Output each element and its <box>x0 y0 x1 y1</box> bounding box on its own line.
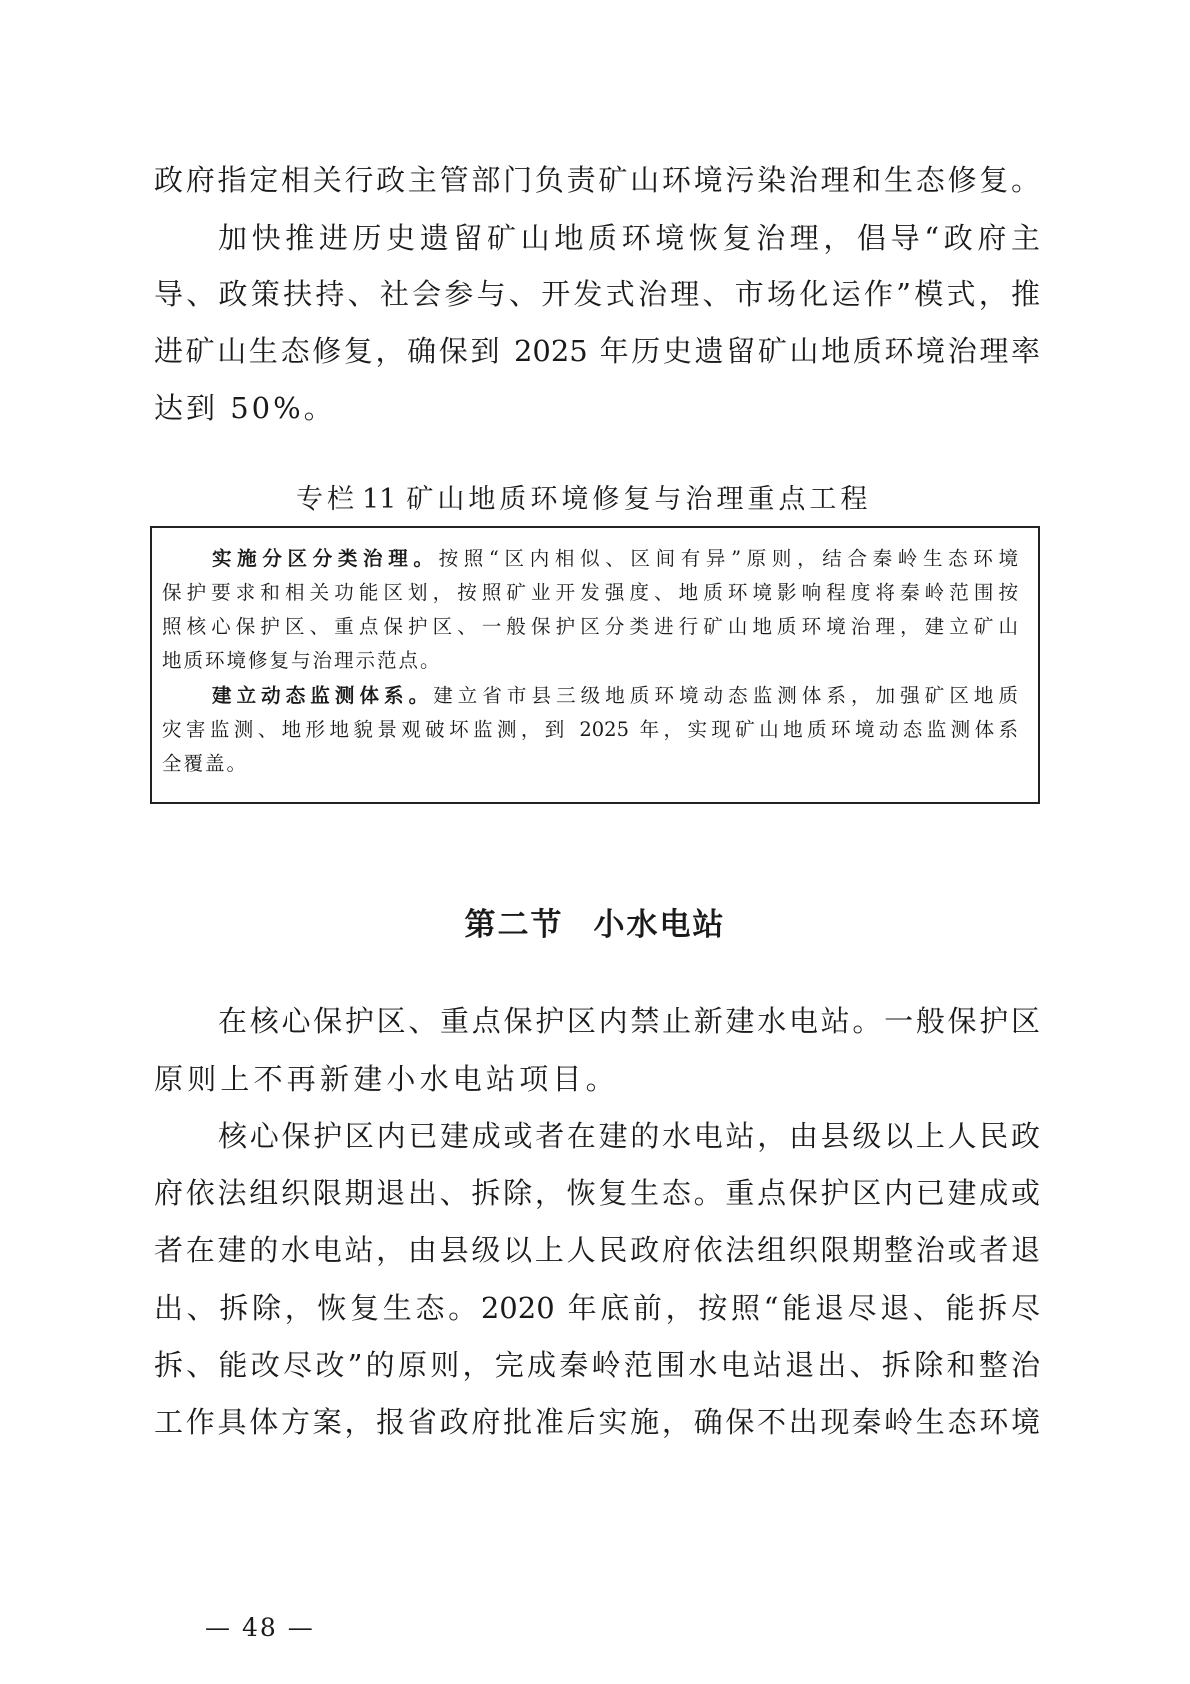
box-item2-text-1: 建立省市县三级地质环境动态监测体系，加强矿区地质 <box>433 684 1018 707</box>
page-number: — 48 — <box>205 1613 315 1642</box>
column-box-title-text: 矿山地质环境修复与治理重点工程 <box>406 484 872 515</box>
box-item2-line-1 <box>212 681 1018 711</box>
exit-para-line-3: 者在建的水电站，由县级以上人民政府依法组织限期整治或者退 <box>154 1233 1040 1267</box>
column-box-title <box>296 482 871 518</box>
box-item1-line-1 <box>212 544 1018 574</box>
exit-para-line-6: 工作具体方案，报省政府批准后实施，确保不出现秦岭生态环境 <box>154 1405 1040 1439</box>
history-para-line-1: 加快推进历史遗留矿山地质环境恢复治理，倡导“政府主 <box>218 221 1040 255</box>
history-para-line-3: 进矿山生态修复，确保到 2025 年历史遗留矿山地质环境治理率 <box>154 334 1040 368</box>
box-item1-heading: 实施分区分类治理。 <box>212 547 439 570</box>
history-para-line-4: 达到 50%。 <box>154 391 336 425</box>
box-item1-line-3: 照核心保护区、重点保护区、一般保护区分类进行矿山地质环境治理，建立矿山 <box>162 615 1018 638</box>
ban-para-line-1: 在核心保护区、重点保护区内禁止新建水电站。一般保护区 <box>218 1004 1040 1038</box>
exit-para-line-1: 核心保护区内已建成或者在建的水电站，由县级以上人民政 <box>218 1119 1040 1153</box>
box-item1-text-1: 按照“区内相似、区间有异”原则，结合秦岭生态环境 <box>438 547 1018 570</box>
exit-para-line-2: 府依法组织限期退出、拆除，恢复生态。重点保护区内已建成或 <box>154 1176 1040 1210</box>
history-para-line-2: 导、政策扶持、社会参与、开发式治理、市场化运作”模式，推 <box>154 277 1040 311</box>
box-item1-line-2: 保护要求和相关功能区划，按照矿业开发强度、地质环境影响程度将秦岭范围按 <box>162 581 1018 604</box>
section-number: 第二节 <box>464 907 564 943</box>
column-box-title-number: 11 <box>362 484 397 515</box>
box-item2-line-2: 灾害监测、地形地貌景观破坏监测，到 2025 年，实现矿山地质环境动态监测体系 <box>162 718 1018 741</box>
box-item2-line-3: 全覆盖。 <box>162 752 249 775</box>
section-title: 小水电站 <box>593 907 726 943</box>
ban-para-line-2: 原则上不再新建小水电站项目。 <box>154 1062 619 1096</box>
section-heading <box>0 905 1190 945</box>
intro-line-1: 政府指定相关行政主管部门负责矿山环境污染治理和生态修复。 <box>154 163 1040 197</box>
column-box-title-prefix: 专栏 <box>296 484 358 515</box>
box-item1-line-4: 地质环境修复与治理示范点。 <box>162 649 442 672</box>
box-item2-heading: 建立动态监测体系。 <box>212 684 434 707</box>
exit-para-line-5: 拆、能改尽改”的原则，完成秦岭范围水电站退出、拆除和整治 <box>154 1348 1040 1382</box>
exit-para-line-4: 出、拆除，恢复生态。2020 年底前，按照“能退尽退、能拆尽 <box>154 1291 1040 1325</box>
